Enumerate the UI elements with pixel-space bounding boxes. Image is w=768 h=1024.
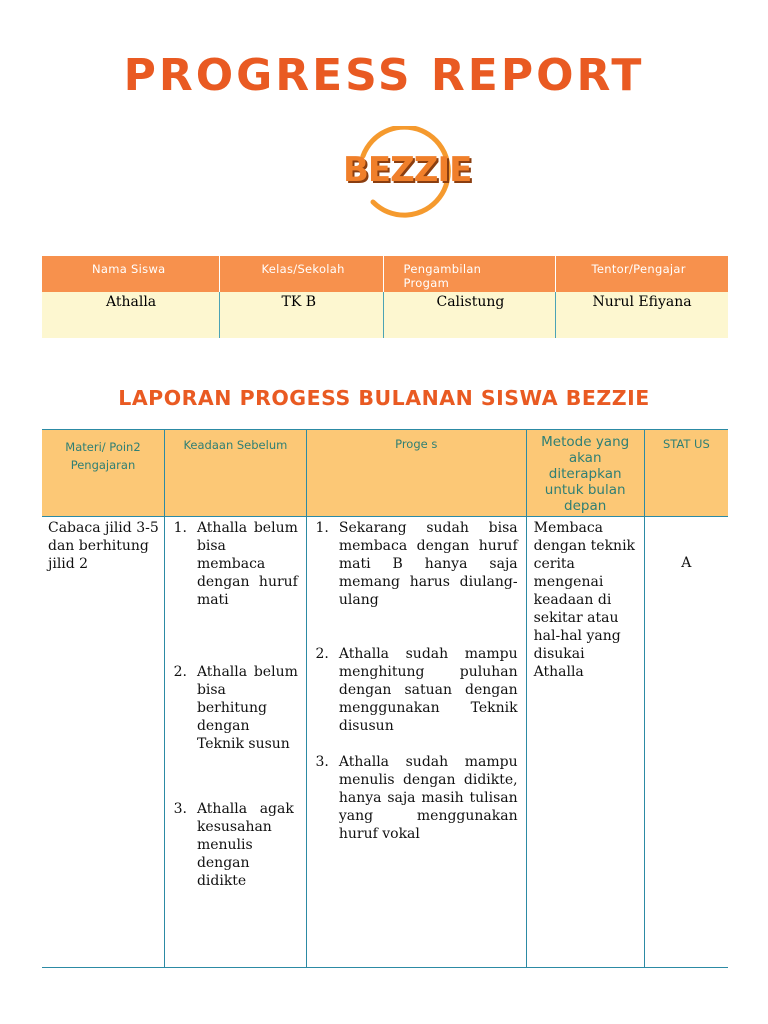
list-number: 1. — [315, 520, 329, 536]
list-number: 3. — [315, 754, 329, 770]
value-tentor-pengajar: Nurul Efiyana — [555, 292, 728, 338]
list-text: Athalla belum bisa membaca dengan huruf mati — [196, 520, 298, 608]
progres-cell — [306, 517, 526, 968]
table-row — [42, 517, 728, 968]
list-item — [165, 519, 298, 609]
list-item — [307, 753, 518, 843]
list-item — [165, 663, 298, 753]
value-kelas-sekolah: TK B — [219, 292, 383, 338]
list-text: Athalla sudah mampu menulis dengan didikte, hanya saja masih tulisan yang menggunakan huruf vokal — [338, 754, 518, 842]
student-info-table — [42, 256, 728, 338]
list-number: 2. — [173, 664, 187, 680]
header-tentor-pengajar: Tentor/Pengajar — [555, 256, 728, 292]
logo-text: BEZZIE — [343, 150, 472, 190]
header-keadaan-sebelum: Keadaan Sebelum — [164, 430, 306, 517]
list-text: Athalla belum bisa berhitung dengan Teknik susun — [196, 664, 298, 752]
header-nama-siswa: Nama Siswa — [42, 256, 219, 292]
list-item — [165, 800, 298, 890]
list-number: 3. — [173, 801, 187, 817]
status-cell: A — [644, 517, 728, 968]
materi-cell: Cabaca jilid 3-5 dan berhitung jilid 2 — [42, 517, 164, 968]
report-subtitle: LAPORAN PROGESS BULANAN SISWA BEZZIE — [118, 386, 650, 410]
list-number: 2. — [315, 646, 329, 662]
header-materi: Materi/ Poin2 Pengajaran — [42, 430, 164, 517]
value-pengambilan-progam: Calistung — [383, 292, 555, 338]
metode-cell: Membaca dengan teknik cerita mengenai keadaan di sekitar atau hal-hal yang disukai Athalla — [526, 517, 644, 968]
keadaan-sebelum-cell — [164, 517, 306, 968]
list-text: Athalla agak kesusahan menulis dengan didikte — [196, 801, 294, 889]
bezzie-logo — [343, 126, 471, 218]
list-text: Sekarang sudah bisa membaca dengan huruf mati B hanya saja memang harus diulang-ulang — [338, 520, 518, 608]
header-status: STAT US — [644, 430, 728, 517]
header-metode: Metode yang akan diterapkan untuk bulan depan — [526, 430, 644, 517]
header-kelas-sekolah: Kelas/Sekolah — [219, 256, 383, 292]
list-item — [307, 645, 518, 735]
header-pengambilan-progam: Pengambilan Progam — [383, 256, 555, 292]
page-title: PROGRESS REPORT — [123, 50, 645, 101]
list-number: 1. — [173, 520, 187, 536]
header-progres: Proge s — [306, 430, 526, 517]
value-nama-siswa: Athalla — [42, 292, 219, 338]
list-item — [307, 519, 518, 609]
progress-report-table — [42, 429, 728, 968]
list-text: Athalla sudah mampu menghitung puluhan dengan satuan dengan menggunakan Teknik disusun — [338, 646, 518, 734]
